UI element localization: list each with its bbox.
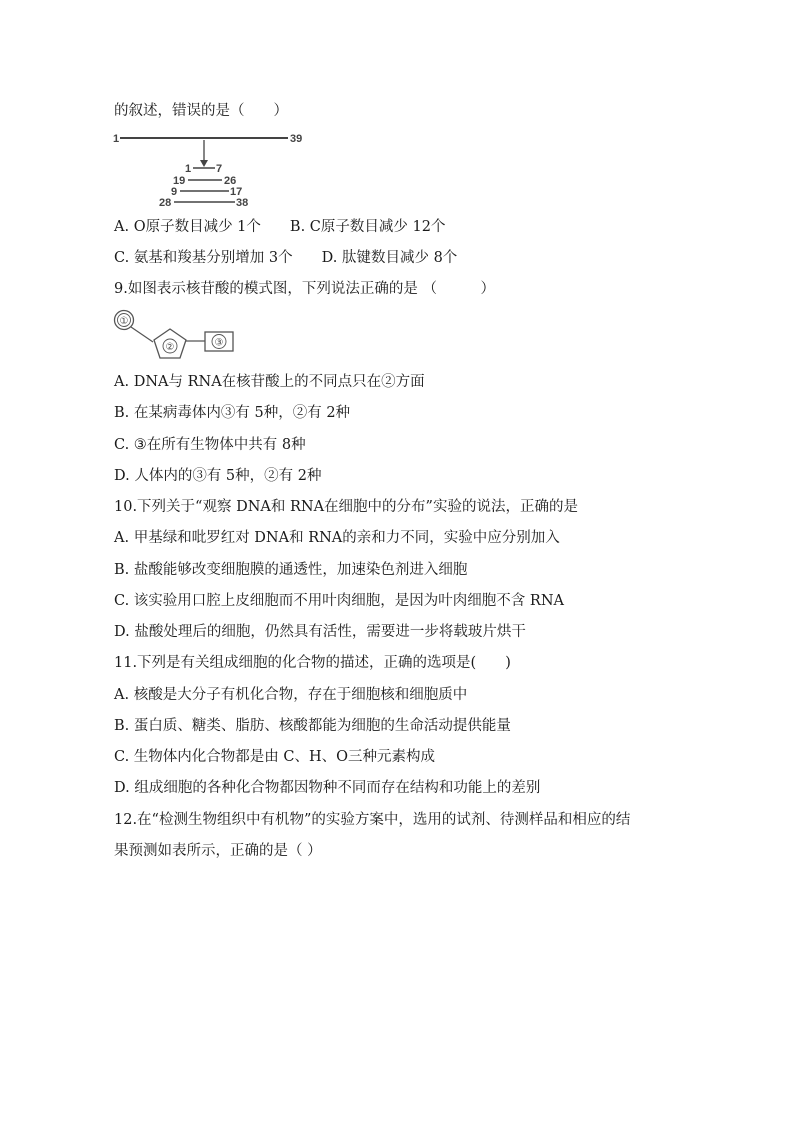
label-2: ②: [165, 342, 175, 353]
segment4-end: 38: [236, 197, 249, 209]
segment3-end: 17: [230, 186, 243, 198]
peptide-cleavage-figure: [112, 128, 317, 210]
q10-option-d: D. 盐酸处理后的细胞，仍然具有活性，需要进一步将载玻片烘干: [114, 624, 526, 640]
q12-stem-line2: 果预测如表所示，正确的是（ ）: [114, 843, 322, 859]
chain-end-label: 39: [290, 133, 303, 145]
chain-start-label: 1: [113, 133, 120, 145]
segment1-start: 1: [185, 163, 192, 175]
arrowhead-icon: [200, 160, 208, 167]
q9-option-a: A. DNA与 RNA在核苷酸上的不同点只在②方面: [114, 374, 425, 390]
q10-option-c: C. 该实验用口腔上皮细胞而不用叶肉细胞，是因为叶肉细胞不含 RNA: [114, 593, 564, 609]
q9-option-d: D. 人体内的③有 5种，②有 2种: [114, 468, 322, 484]
q8-options-row2: C. 氨基和羧基分别增加 3个 D. 肽键数目减少 8个: [114, 250, 458, 266]
q9-option-b: B. 在某病毒体内③有 5种，②有 2种: [114, 405, 351, 421]
q10-stem: 10.下列关于“观察 DNA和 RNA在细胞中的分布”实验的说法，正确的是: [114, 499, 578, 515]
q9-stem: 9.如图表示核苷酸的模式图，下列说法正确的是 （ ）: [114, 281, 495, 297]
nucleotide-diagram: [113, 308, 241, 366]
q11-option-a: A. 核酸是大分子有机化合物，存在于细胞核和细胞质中: [114, 687, 468, 703]
q8-stem-tail: 的叙述，错误的是（ ）: [114, 103, 288, 119]
segment4-start: 28: [159, 197, 172, 209]
q9-option-c: C. ③在所有生物体中共有 8种: [114, 437, 306, 453]
q11-stem: 11.下列是有关组成细胞的化合物的描述，正确的选项是( ): [114, 655, 511, 671]
segment3-start: 9: [171, 186, 178, 198]
segment2-start: 19: [173, 175, 186, 187]
label-1: ①: [119, 316, 129, 327]
q10-option-b: B. 盐酸能够改变细胞膜的通透性，加速染色剂进入细胞: [114, 562, 468, 578]
q12-stem-line1: 12.在“检测生物组织中有机物”的实验方案中，选用的试剂、待测样品和相应的结: [114, 812, 631, 828]
segment1-end: 7: [216, 163, 223, 175]
q11-option-b: B. 蛋白质、糖类、脂肪、核酸都能为细胞的生命活动提供能量: [114, 718, 511, 734]
label-3: ③: [214, 337, 224, 349]
q11-option-c: C. 生物体内化合物都是由 C、H、O三种元素构成: [114, 749, 436, 765]
q10-option-a: A. 甲基绿和吡罗红对 DNA和 RNA的亲和力不同，实验中应分别加入: [114, 530, 560, 546]
q8-options-row1: A. O原子数目减少 1个 B. C原子数目减少 12个: [114, 219, 446, 235]
phosphate-bond-line: [131, 327, 153, 342]
q11-option-d: D. 组成细胞的各种化合物都因物种不同而存在结构和功能上的差别: [114, 780, 541, 796]
segment2-end: 26: [224, 175, 237, 187]
